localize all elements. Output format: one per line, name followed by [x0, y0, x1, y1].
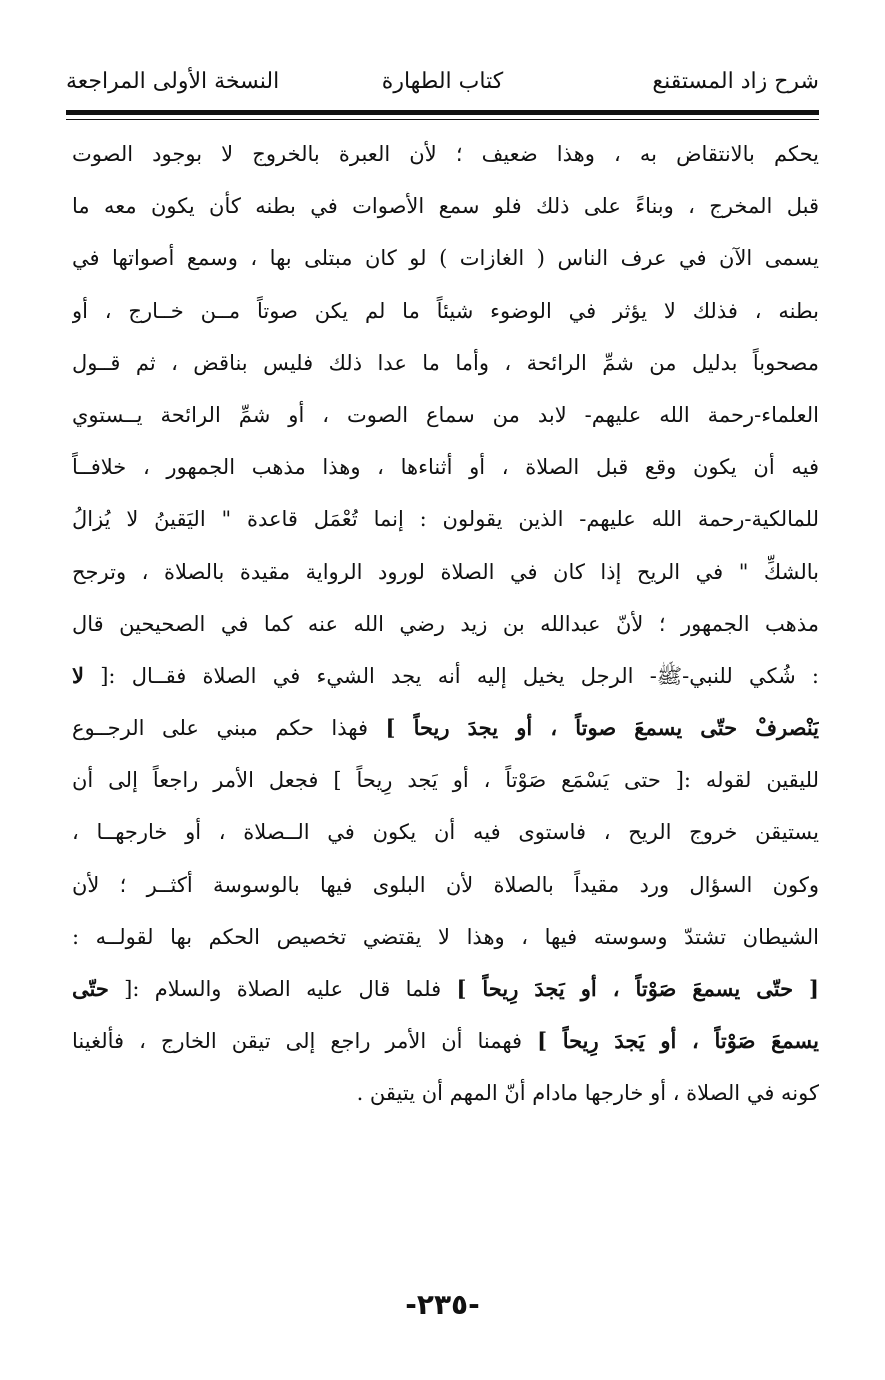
text-segment: مذهب الجمهور ؛ لأنّ عبدالله بن زيد رضي الله عنه كما في الصحيحين قال: [72, 611, 819, 636]
text-line: [72, 806, 819, 858]
text-line: [72, 493, 819, 545]
text-line: [72, 546, 819, 598]
text-segment: لليقين لقوله :[ حتى يَسْمَع صَوْتاً ، أو يَجد رِيحاً ] فجعل الأمر راجعاً إلى أن: [72, 768, 819, 793]
text-line: [72, 963, 819, 1015]
text-line: [72, 911, 819, 963]
text-line: [72, 702, 819, 754]
text-line: [72, 859, 819, 911]
header-rule-thick: [66, 110, 819, 115]
text-segment: العلماء-رحمة الله عليهم- لابد من سماع الصوت ، أو شمِّ الرائحة يــستوي: [72, 402, 819, 427]
text-segment: بالشكِّ " في الريح إذا كان في الصلاة لورود الرواية مقيدة بالصلاة ، وترجح: [72, 559, 819, 584]
hadith-quote-bold: يسمعَ صَوْتاً ، أو يَجدَ رِيحاً ]: [537, 1028, 819, 1054]
text-segment: مصحوباً بدليل من شمِّ الرائحة ، وأما ما عدا ذلك فليس بناقض ، ثم قــول: [72, 350, 819, 375]
hadith-quote-bold: يَنْصرفْ حتّى يسمعَ صوتاً ، أو يجدَ ريحاً ]: [385, 715, 819, 741]
text-line: [72, 441, 819, 493]
text-segment: بطنه ، فذلك لا يؤثر في الوضوء شيئاً ما لم يكن صوتاً مــن خــارج ، أو: [72, 298, 819, 323]
text-segment: فهمنا أن الأمر راجع إلى تيقن الخارج ، فألغينا: [72, 1029, 538, 1054]
header-book-title: شرح زاد المستقنع: [652, 69, 819, 94]
running-header: [66, 58, 819, 110]
text-segment: فلما قال عليه الصلاة والسلام :[: [108, 977, 457, 1001]
text-segment: قبل المخرج ، وبناءً على ذلك فلو سمع الأصوات في بطنه كأن يكون معه ما: [72, 194, 819, 219]
text-line: [72, 389, 819, 441]
header-rule-thin: [66, 119, 819, 120]
hadith-quote-bold: حتّى: [72, 976, 109, 1001]
text-line: [72, 754, 819, 806]
text-segment: يستيقن خروج الريح ، فاستوى فيه أن يكون في الــصلاة ، أو خارجهــا ،: [72, 820, 819, 845]
text-segment: فيه أن يكون وقع قبل الصلاة ، أو أثناءها ، وهذا مذهب الجمهور ، خلافــاً: [72, 455, 819, 480]
text-line: [72, 232, 819, 284]
text-line: [72, 598, 819, 650]
text-segment: فهذا حكم مبني على الرجــوع: [72, 716, 386, 741]
text-line: [72, 650, 819, 702]
text-segment: يسمى الآن في عرف الناس ( الغازات ) لو كان مبتلى بها ، وسمع أصواتها في: [72, 246, 819, 271]
text-line: [72, 337, 819, 389]
text-line: [72, 1067, 819, 1119]
text-line: [72, 285, 819, 337]
text-line: [72, 180, 819, 232]
header-edition-note: النسخة الأولى المراجعة: [66, 69, 280, 94]
text-segment: : شُكي للنبي-ﷺ- الرجل يخيل إليه أنه يجد الشيء في الصلاة فقــال :[: [83, 663, 819, 688]
text-segment: الشيطان تشتدّ وسوسته فيها ، وهذا لا يقتضي تخصيص الحكم بها لقولــه :: [72, 924, 819, 949]
body-text: [72, 128, 819, 1120]
page-number: -٢٣٥-: [405, 1288, 480, 1321]
hadith-quote-bold: [ حتّى يسمعَ صَوْتاً ، أو يَجدَ رِيحاً ]: [456, 976, 819, 1001]
text-segment: كونه في الصلاة ، أو خارجها مادام أنّ المهم أن يتيقن .: [356, 1081, 819, 1106]
text-line: [72, 128, 819, 180]
text-line: [72, 1015, 819, 1067]
header-chapter-title: كتاب الطهارة: [381, 69, 504, 94]
text-segment: يحكم بالانتقاض به ، وهذا ضعيف ؛ لأن العبرة بالخروج لا بوجود الصوت: [72, 142, 819, 166]
text-segment: وكون السؤال ورد مقيداً بالصلاة لأن البلوى فيها بالوسوسة أكثــر ؛ لأن: [72, 872, 819, 897]
text-segment: للمالكية-رحمة الله عليهم- الذين يقولون : إنما تُعْمَل قاعدة " اليَقينُ لا يُزالُ: [72, 507, 819, 532]
hadith-quote-bold: لا: [72, 662, 84, 688]
